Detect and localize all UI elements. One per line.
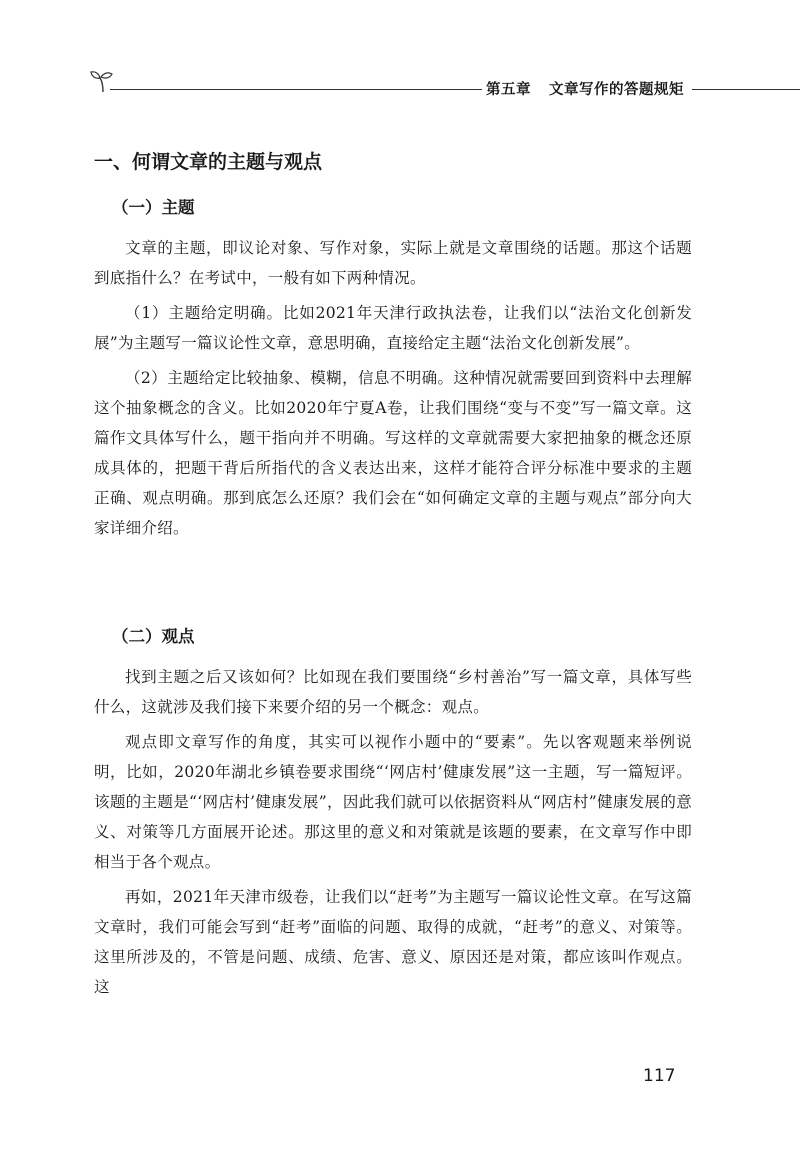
- section-title: 一、何谓文章的主题与观点: [94, 151, 323, 173]
- paragraph: 观点即文章写作的角度，其实可以视作小题中的“要素”。先以客观题来举例说明，比如，2020年湖北乡镇卷要求围绕“‘网店村’健康发展”这一主题，写一篇短评。该题的主题是“‘网店村’健康发展”，因此我们就可以依据资料从“网店村”健康发展的意义、对策等几方面展开论述。那这里的意义和对策就是该题的要素，在文章写作中即相当于各个观点。: [94, 733, 692, 871]
- sprout-icon: [88, 66, 118, 96]
- theme-body: [94, 233, 692, 548]
- paragraph: 文章的主题，即议论对象、写作对象，实际上就是文章围绕的话题。那这个话题到底指什么？在考试中，一般有如下两种情况。: [94, 239, 692, 287]
- viewpoint-body: [94, 662, 692, 1007]
- chapter-title: 文章写作的答题规矩: [549, 82, 684, 98]
- running-head: [486, 78, 690, 99]
- subsection-title-viewpoint: （二）观点: [112, 627, 195, 646]
- header-rule-left: [110, 89, 482, 90]
- running-header: [88, 62, 800, 102]
- paragraph: 再如，2021年天津市级卷，让我们以“赶考”为主题写一篇议论性文章。在写这篇文章时，我们可能会写到“赶考”面临的问题、取得的成就，“赶考”的意义、对策等。这里所涉及的，不管是问题、成绩、危害、意义、原因还是对策，都应该叫作观点。这: [94, 888, 692, 996]
- header-rule-right: [692, 89, 800, 90]
- paragraph: 找到主题之后又该如何？比如现在我们要围绕“乡村善治”写一篇文章，具体写些什么，这就涉及我们接下来要介绍的另一个概念：观点。: [94, 668, 692, 716]
- paragraph: （1）主题给定明确。比如2021年天津行政执法卷，让我们以“法治文化创新发展”为主题写一篇议论性文章，意思明确，直接给定主题“法治文化创新发展”。: [94, 304, 692, 352]
- paragraph: （2）主题给定比较抽象、模糊，信息不明确。这种情况就需要回到资料中去理解这个抽象概念的含义。比如2020年宁夏A卷，让我们围绕“变与不变”写一篇文章。这篇作文具体写什么，题干指向并不明确。写这样的文章就需要大家把抽象的概念还原成具体的，把题干背后所指代的含义表达出来，这样才能符合评分标准中要求的主题正确、观点明确。那到底怎么还原？我们会在“如何确定文章的主题与观点”部分向大家详细介绍。: [94, 369, 692, 537]
- chapter-number: 第五章: [486, 82, 531, 98]
- page-number: 117: [643, 1066, 676, 1086]
- subsection-title-theme: （一）主题: [112, 198, 195, 217]
